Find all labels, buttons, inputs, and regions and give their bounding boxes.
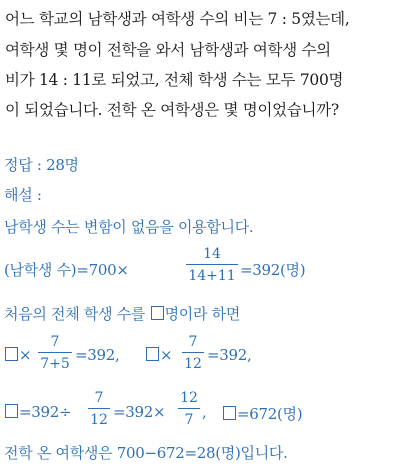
unknown-box-icon	[223, 406, 236, 420]
unknown-box-icon	[146, 347, 159, 361]
equation-3a-fraction	[88, 390, 110, 428]
equation-1-fraction	[186, 246, 238, 284]
equation-3a-mid2: =392×	[113, 403, 166, 421]
equation-3b	[222, 403, 302, 424]
fraction-bar	[38, 352, 72, 353]
equation-3a-left	[4, 403, 71, 421]
question-line-1: 어느 학교의 남학생과 여학생 수의 비는 7 : 5였는데,	[5, 10, 350, 28]
equation-3a-fraction-2	[178, 390, 200, 428]
unknown-box-icon	[5, 347, 18, 361]
equation-3-separator: ,	[202, 403, 207, 421]
fraction-denominator: 7+5	[40, 356, 70, 372]
equation-2a-right: =392,	[75, 346, 120, 364]
fraction-numerator: 7	[50, 334, 60, 350]
fraction-bar	[88, 408, 110, 409]
explanation-line-2-pre: 처음의 전체 학생 수를	[4, 305, 150, 323]
explanation-line-2	[4, 303, 240, 324]
fraction-denominator: 12	[90, 412, 108, 428]
equation-2b-right: =392,	[207, 346, 252, 364]
fraction-numerator: 14	[203, 246, 221, 262]
explanation-label: 해설 :	[4, 186, 42, 204]
question-line-3: 비가 14 : 11로 되었고, 전체 학생 수는 모두 700명	[5, 71, 344, 89]
explanation-line-1: 남학생 수는 변함이 없음을 이용합니다.	[4, 218, 254, 236]
equation-2a-fraction	[38, 334, 72, 372]
equation-3a-mid: =392÷	[19, 403, 72, 421]
question-line-4: 이 되었습니다. 전학 온 여학생은 몇 명이었습니까?	[5, 101, 339, 119]
equation-2a-op: ×	[19, 346, 32, 364]
equation-2b-fraction	[182, 334, 204, 372]
fraction-numerator: 7	[94, 390, 104, 406]
equation-1-right: =392(명)	[240, 261, 306, 279]
explanation-line-2-post: 명이라 하면	[164, 305, 241, 323]
fraction-numerator: 12	[180, 390, 198, 406]
equation-2b-op: ×	[160, 346, 173, 364]
equation-1-left: (남학생 수)=700×	[4, 261, 129, 279]
equation-2b-left	[145, 346, 172, 364]
fraction-numerator: 7	[188, 334, 198, 350]
unknown-box-icon	[5, 404, 18, 418]
question-line-2: 여학생 몇 명이 전학을 와서 남학생과 여학생 수의	[5, 41, 331, 59]
fraction-bar	[186, 264, 238, 265]
fraction-bar	[178, 408, 200, 409]
equation-2a-left	[4, 346, 31, 364]
answer-label: 정답 : 28명	[4, 156, 79, 174]
fraction-denominator: 12	[184, 356, 202, 372]
conclusion: 전학 온 여학생은 700−672=28(명)입니다.	[4, 444, 288, 462]
equation-3b-right: =672(명)	[237, 405, 303, 423]
fraction-denominator: 7	[184, 412, 194, 428]
fraction-bar	[182, 352, 204, 353]
fraction-denominator: 14+11	[188, 268, 236, 284]
unknown-box-icon	[151, 306, 164, 320]
